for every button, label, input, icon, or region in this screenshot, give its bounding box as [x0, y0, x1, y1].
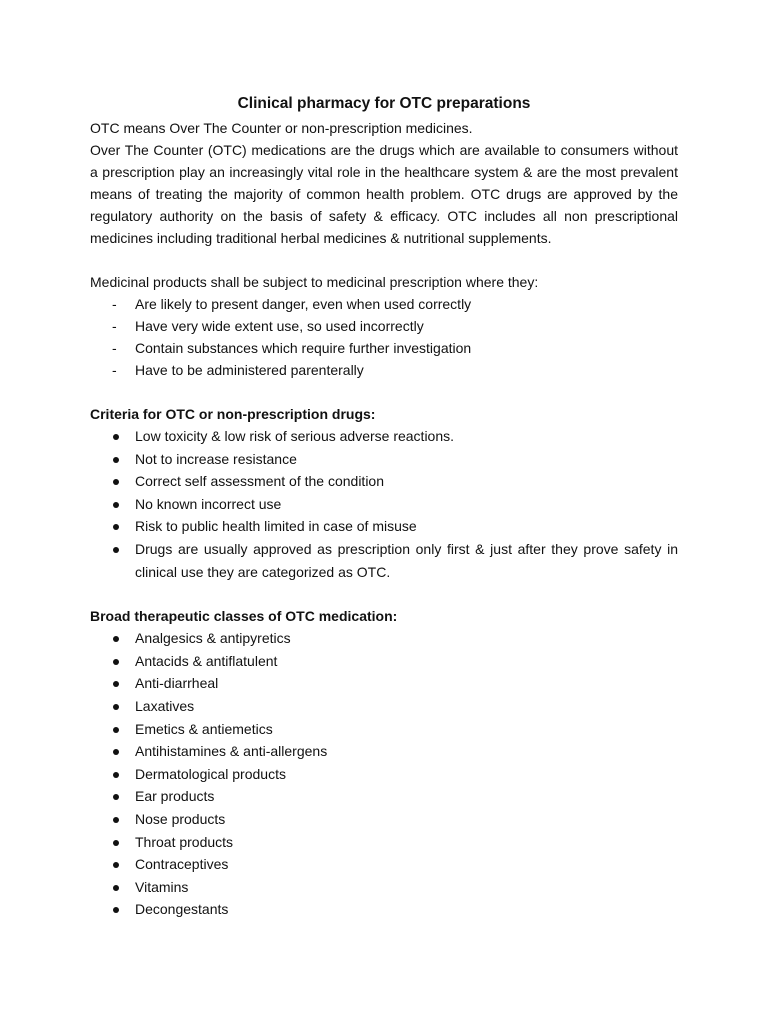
list-item-text: Throat products — [135, 833, 234, 850]
list-item — [90, 293, 678, 315]
list-item — [90, 785, 678, 808]
dash-marker: - — [112, 340, 117, 356]
list-item-text: Are likely to present danger, even when used correctly — [135, 296, 472, 312]
document-title: Clinical pharmacy for OTC preparations — [237, 95, 531, 112]
prescription-lead: Medicinal products shall be subject to medicinal prescription where they: — [90, 274, 539, 290]
list-item — [90, 763, 678, 786]
list-item — [90, 493, 678, 516]
bullet-icon — [113, 817, 119, 823]
bullet-icon — [113, 659, 119, 665]
list-item — [90, 538, 678, 583]
intro-paragraph-2: Over The Counter (OTC) medications are the drugs which are available to consumers without a prescription play an increasingly vital role in the healthcare system & are the most prevalent means of treating the majority of common health problem. OTC drugs are approved by the regulatory authority on the basis of safety & efficacy. OTC includes all non prescriptional medicines including traditional herbal medicines & nutritional supplements. — [90, 142, 678, 246]
list-item-text: Nose products — [135, 810, 226, 827]
list-item-text: Analgesics & antipyretics — [135, 630, 291, 647]
bullet-icon — [113, 840, 119, 846]
list-item — [90, 470, 678, 493]
list-item — [90, 315, 678, 337]
list-item — [90, 359, 678, 381]
list-item — [90, 337, 678, 359]
list-item-text: Vitamins — [135, 878, 189, 895]
list-item — [90, 853, 678, 876]
list-item-text: Ear products — [135, 788, 215, 805]
list-item — [90, 672, 678, 695]
dash-marker: - — [112, 362, 117, 378]
list-item — [90, 695, 678, 718]
list-item — [90, 515, 678, 538]
spacer — [90, 381, 678, 403]
dash-marker: - — [112, 296, 117, 312]
list-item-text: Contain substances which require further investigation — [135, 340, 472, 356]
bullet-icon — [113, 547, 119, 553]
list-item-text: Laxatives — [135, 697, 195, 714]
bullet-icon — [113, 704, 119, 710]
list-item — [90, 718, 678, 741]
list-item-text: Have to be administered parenterally — [135, 362, 364, 378]
prescription-list — [90, 293, 678, 381]
list-item-text: Decongestants — [135, 901, 229, 918]
bullet-icon — [113, 524, 119, 530]
list-item-text: Anti-diarrheal — [135, 675, 219, 692]
bullet-icon — [113, 885, 119, 891]
document-page — [90, 94, 678, 921]
list-item-text: Low toxicity & low risk of serious adverse reactions. — [135, 428, 455, 444]
list-item — [90, 876, 678, 899]
list-item — [90, 650, 678, 673]
list-item-text: Not to increase resistance — [135, 450, 297, 467]
bullet-icon — [113, 479, 119, 485]
criteria-heading: Criteria for OTC or non-prescription drugs: — [90, 406, 376, 422]
spacer — [90, 583, 678, 605]
list-item — [90, 808, 678, 831]
bullet-icon — [113, 636, 119, 642]
bullet-icon — [113, 434, 119, 440]
list-item — [90, 627, 678, 650]
list-item-text: Correct self assessment of the condition — [135, 473, 385, 490]
bullet-icon — [113, 907, 119, 913]
list-item — [90, 448, 678, 471]
dash-marker: - — [112, 318, 117, 334]
bullet-icon — [113, 794, 119, 800]
bullet-icon — [113, 862, 119, 868]
list-item-text: Drugs are usually approved as prescription only first & just after they prove safety in clinical use they are categorized as OTC. — [135, 540, 678, 580]
intro-paragraph-1: OTC means Over The Counter or non-prescription medicines. — [90, 120, 473, 136]
bullet-icon — [113, 749, 119, 755]
list-item-text: Antihistamines & anti-allergens — [135, 743, 328, 760]
bullet-icon — [113, 772, 119, 778]
classes-heading: Broad therapeutic classes of OTC medication: — [90, 608, 398, 625]
bullet-icon — [113, 727, 119, 733]
bullet-icon — [113, 502, 119, 508]
list-item — [90, 898, 678, 921]
list-item-text: No known incorrect use — [135, 495, 282, 512]
bullet-icon — [113, 681, 119, 687]
list-item-text: Contraceptives — [135, 856, 229, 873]
classes-list — [90, 627, 678, 921]
criteria-list — [90, 425, 678, 583]
list-item-text: Risk to public health limited in case of misuse — [135, 518, 417, 535]
list-item-text: Emetics & antiemetics — [135, 720, 273, 737]
bullet-icon — [113, 457, 119, 463]
list-item — [90, 831, 678, 854]
list-item-text: Dermatological products — [135, 765, 286, 782]
list-item — [90, 425, 678, 448]
spacer — [90, 249, 678, 271]
list-item-text: Antacids & antiflatulent — [135, 652, 278, 669]
list-item — [90, 740, 678, 763]
list-item-text: Have very wide extent use, so used incorrectly — [135, 318, 424, 334]
